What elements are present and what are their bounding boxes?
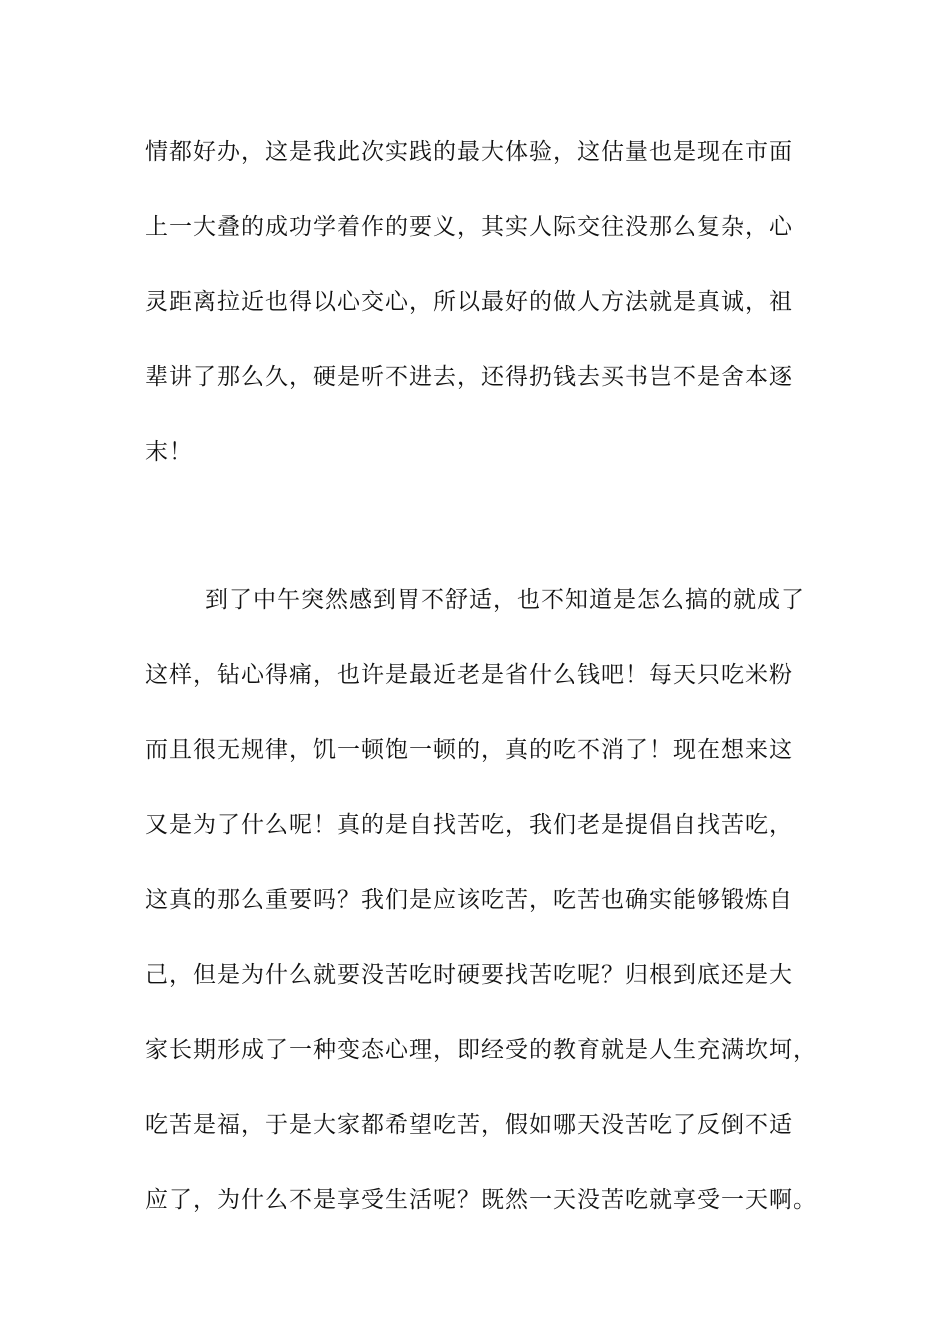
text-line: 吃苦是福，于是大家都希望吃苦，假如哪天没苦吃了反倒不适	[145, 1112, 793, 1138]
text-line: 辈讲了那么久，硬是听不进去，还得扔钱去买书岂不是舍本逐	[145, 364, 793, 390]
text-line: 上一大叠的成功学着作的要义，其实人际交往没那么复杂，心	[145, 214, 793, 240]
text-line: 情都好办，这是我此次实践的最大体验，这估量也是现在市面	[145, 139, 793, 165]
text-line: 灵距离拉近也得以心交心，所以最好的做人方法就是真诚，祖	[145, 289, 793, 315]
text-line: 到了中午突然感到胃不舒适，也不知道是怎么搞的就成了	[205, 587, 805, 613]
text-line: 己，但是为什么就要没苦吃时硬要找苦吃呢？归根到底还是大	[145, 962, 793, 988]
text-line: 这样，钻心得痛，也许是最近老是省什么钱吧！每天只吃米粉	[145, 662, 793, 688]
text-line: 应了，为什么不是享受生活呢？既然一天没苦吃就享受一天啊。	[145, 1187, 817, 1213]
text-line: 家长期形成了一种变态心理，即经受的教育就是人生充满坎坷，	[145, 1037, 817, 1063]
text-line: 这真的那么重要吗？我们是应该吃苦，吃苦也确实能够锻炼自	[145, 887, 793, 913]
text-line: 而且很无规律，饥一顿饱一顿的，真的吃不消了！现在想来这	[145, 737, 793, 763]
text-line: 又是为了什么呢！真的是自找苦吃，我们老是提倡自找苦吃，	[145, 812, 793, 838]
text-line: 末！	[145, 439, 193, 465]
